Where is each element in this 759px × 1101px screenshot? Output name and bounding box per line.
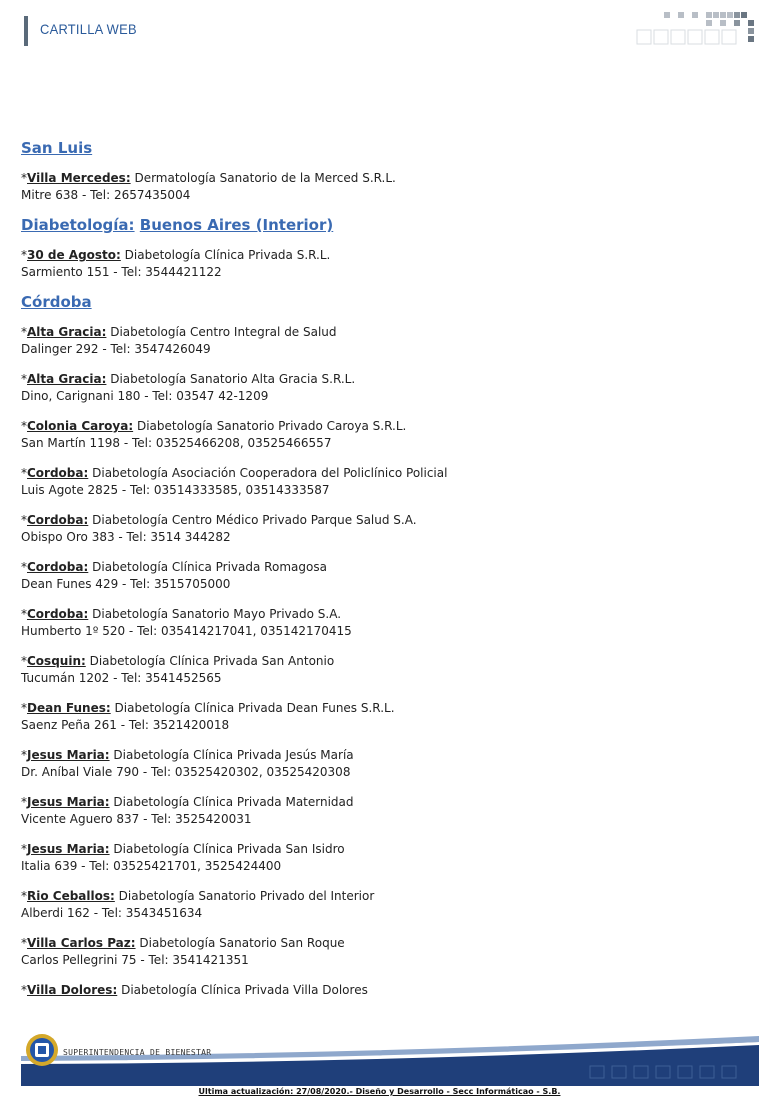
page-header	[0, 0, 759, 60]
provider-address: Saenz Peña 261 - Tel: 3521420018	[21, 718, 230, 732]
list-item: *Cosquin: Diabetología Clínica Privada San Antonio Tucumán 1202 - Tel: 3541452565	[21, 653, 721, 687]
location-link[interactable]: Jesus Maria:	[27, 748, 110, 762]
location-link[interactable]: 30 de Agosto:	[27, 248, 121, 262]
provider-name: Diabetología Sanatorio Privado del Interior	[118, 889, 375, 903]
footer-band	[0, 1028, 759, 1086]
list-item: *Jesus Maria: Diabetología Clínica Privada Maternidad Vicente Aguero 837 - Tel: 3525420031	[21, 794, 721, 828]
location-link[interactable]: Jesus Maria:	[27, 795, 110, 809]
provider-name: Diabetología Sanatorio Alta Gracia S.R.L.	[110, 372, 356, 386]
list-item: *Dean Funes: Diabetología Clínica Privada Dean Funes S.R.L. Saenz Peña 261 - Tel: 3521420018	[21, 700, 721, 734]
provider-name: Diabetología Centro Integral de Salud	[110, 325, 337, 339]
provider-name: Diabetología Clínica Privada Maternidad	[113, 795, 354, 809]
provider-name: Diabetología Asociación Cooperadora del Policlínico Policial	[92, 466, 448, 480]
location-link[interactable]: Villa Dolores:	[27, 983, 118, 997]
location-link[interactable]: Jesus Maria:	[27, 842, 110, 856]
provider-name: Diabetología Sanatorio Privado Caroya S.R.L.	[136, 419, 407, 433]
list-item: *Alta Gracia: Diabetología Centro Integral de Salud Dalinger 292 - Tel: 3547426049	[21, 324, 721, 358]
location-link[interactable]: Cordoba:	[27, 466, 89, 480]
location-link[interactable]: Cosquin:	[27, 654, 86, 668]
provider-address: Mitre 638 - Tel: 2657435004	[21, 188, 191, 202]
heading-link[interactable]: San Luis	[21, 139, 93, 157]
heading-link[interactable]: Diabetología:	[21, 216, 135, 234]
page-footer	[0, 1028, 759, 1101]
header-title: CARTILLA WEB	[40, 21, 137, 37]
header-accent-bar	[24, 16, 28, 46]
location-link[interactable]: Villa Mercedes:	[27, 171, 131, 185]
list-item: *Cordoba: Diabetología Clínica Privada Romagosa Dean Funes 429 - Tel: 3515705000	[21, 559, 721, 593]
section-heading-cordoba	[21, 294, 721, 311]
list-item: *Villa Carlos Paz: Diabetología Sanatorio San Roque Carlos Pellegrini 75 - Tel: 3541421351	[21, 935, 721, 969]
directory-content	[21, 140, 721, 1012]
provider-address: Italia 639 - Tel: 03525421701, 3525424400	[21, 859, 282, 873]
location-link[interactable]: Rio Ceballos:	[27, 889, 115, 903]
provider-address: Dalinger 292 - Tel: 3547426049	[21, 342, 211, 356]
provider-name: Diabetología Clínica Privada San Isidro	[113, 842, 345, 856]
location-link[interactable]: Alta Gracia:	[27, 325, 107, 339]
provider-address: Obispo Oro 383 - Tel: 3514 344282	[21, 530, 231, 544]
provider-name: Diabetología Clínica Privada Jesús María	[113, 748, 354, 762]
provider-address: Dean Funes 429 - Tel: 3515705000	[21, 577, 231, 591]
provider-address: Dino, Carignani 180 - Tel: 03547 42-1209	[21, 389, 269, 403]
location-link[interactable]: Alta Gracia:	[27, 372, 107, 386]
location-link[interactable]: Dean Funes:	[27, 701, 111, 715]
section-heading-diabetologia	[21, 217, 721, 234]
provider-address: Dr. Aníbal Viale 790 - Tel: 03525420302, 03525420308	[21, 765, 351, 779]
provider-name: Diabetología Sanatorio Mayo Privado S.A.	[92, 607, 342, 621]
location-link[interactable]: Villa Carlos Paz:	[27, 936, 136, 950]
provider-address: Sarmiento 151 - Tel: 3544421122	[21, 265, 222, 279]
header-decoration	[634, 12, 759, 48]
footer-organization: SUPERINTENDENCIA DE BIENESTAR	[63, 1048, 212, 1057]
heading-link[interactable]: Córdoba	[21, 293, 92, 311]
footer-update-note: Ultima actualización: 27/08/2020.- Diseño y Desarrollo - Secc Informáticao - S.B.	[198, 1087, 561, 1096]
location-link[interactable]: Cordoba:	[27, 560, 89, 574]
list-item: *Jesus Maria: Diabetología Clínica Privada Jesús María Dr. Aníbal Viale 790 - Tel: 03525420302, 03525420308	[21, 747, 721, 781]
list-item: *Alta Gracia: Diabetología Sanatorio Alta Gracia S.R.L. Dino, Carignani 180 - Tel: 03547 42-1209	[21, 371, 721, 405]
provider-name: Diabetología Clínica Privada Villa Dolores	[121, 983, 368, 997]
provider-address: Carlos Pellegrini 75 - Tel: 3541421351	[21, 953, 249, 967]
seal-icon	[26, 1034, 58, 1066]
provider-address: Alberdi 162 - Tel: 3543451634	[21, 906, 203, 920]
provider-name: Diabetología Clínica Privada Dean Funes S.R.L.	[114, 701, 395, 715]
list-item: *Cordoba: Diabetología Asociación Cooperadora del Policlínico Policial Luis Agote 2825 - Tel: 03514333585, 03514333587	[21, 465, 721, 499]
list-item: *Cordoba: Diabetología Centro Médico Privado Parque Salud S.A. Obispo Oro 383 - Tel: 3514 344282	[21, 512, 721, 546]
list-item: *30 de Agosto: Diabetología Clínica Privada S.R.L. Sarmiento 151 - Tel: 3544421122	[21, 247, 721, 281]
location-link[interactable]: Cordoba:	[27, 607, 89, 621]
list-item: *Villa Mercedes: Dermatología Sanatorio de la Merced S.R.L. Mitre 638 - Tel: 2657435004	[21, 170, 721, 204]
location-link[interactable]: Colonia Caroya:	[27, 419, 134, 433]
section-heading-san-luis	[21, 140, 721, 157]
list-item: *Jesus Maria: Diabetología Clínica Privada San Isidro Italia 639 - Tel: 03525421701, 3525424400	[21, 841, 721, 875]
provider-name: Diabetología Sanatorio San Roque	[139, 936, 345, 950]
location-link[interactable]: Cordoba:	[27, 513, 89, 527]
provider-name: Diabetología Centro Médico Privado Parque Salud S.A.	[92, 513, 417, 527]
list-item: *Cordoba: Diabetología Sanatorio Mayo Privado S.A. Humberto 1º 520 - Tel: 035414217041, 035142170415	[21, 606, 721, 640]
provider-address: Luis Agote 2825 - Tel: 03514333585, 03514333587	[21, 483, 330, 497]
provider-address: Humberto 1º 520 - Tel: 035414217041, 035142170415	[21, 624, 352, 638]
list-item: *Colonia Caroya: Diabetología Sanatorio Privado Caroya S.R.L. San Martín 1198 - Tel: 03525466208, 03525466557	[21, 418, 721, 452]
provider-address: San Martín 1198 - Tel: 03525466208, 03525466557	[21, 436, 332, 450]
list-item: *Villa Dolores: Diabetología Clínica Privada Villa Dolores	[21, 983, 368, 997]
provider-name: Dermatología Sanatorio de la Merced S.R.L.	[134, 171, 396, 185]
provider-address: Tucumán 1202 - Tel: 3541452565	[21, 671, 222, 685]
heading-link[interactable]: Buenos Aires (Interior)	[139, 216, 334, 234]
provider-name: Diabetología Clínica Privada San Antonio	[89, 654, 335, 668]
list-item: *Rio Ceballos: Diabetología Sanatorio Privado del Interior Alberdi 162 - Tel: 3543451634	[21, 888, 721, 922]
provider-name: Diabetología Clínica Privada Romagosa	[92, 560, 327, 574]
provider-name: Diabetología Clínica Privada S.R.L.	[124, 248, 331, 262]
provider-address: Vicente Aguero 837 - Tel: 3525420031	[21, 812, 252, 826]
